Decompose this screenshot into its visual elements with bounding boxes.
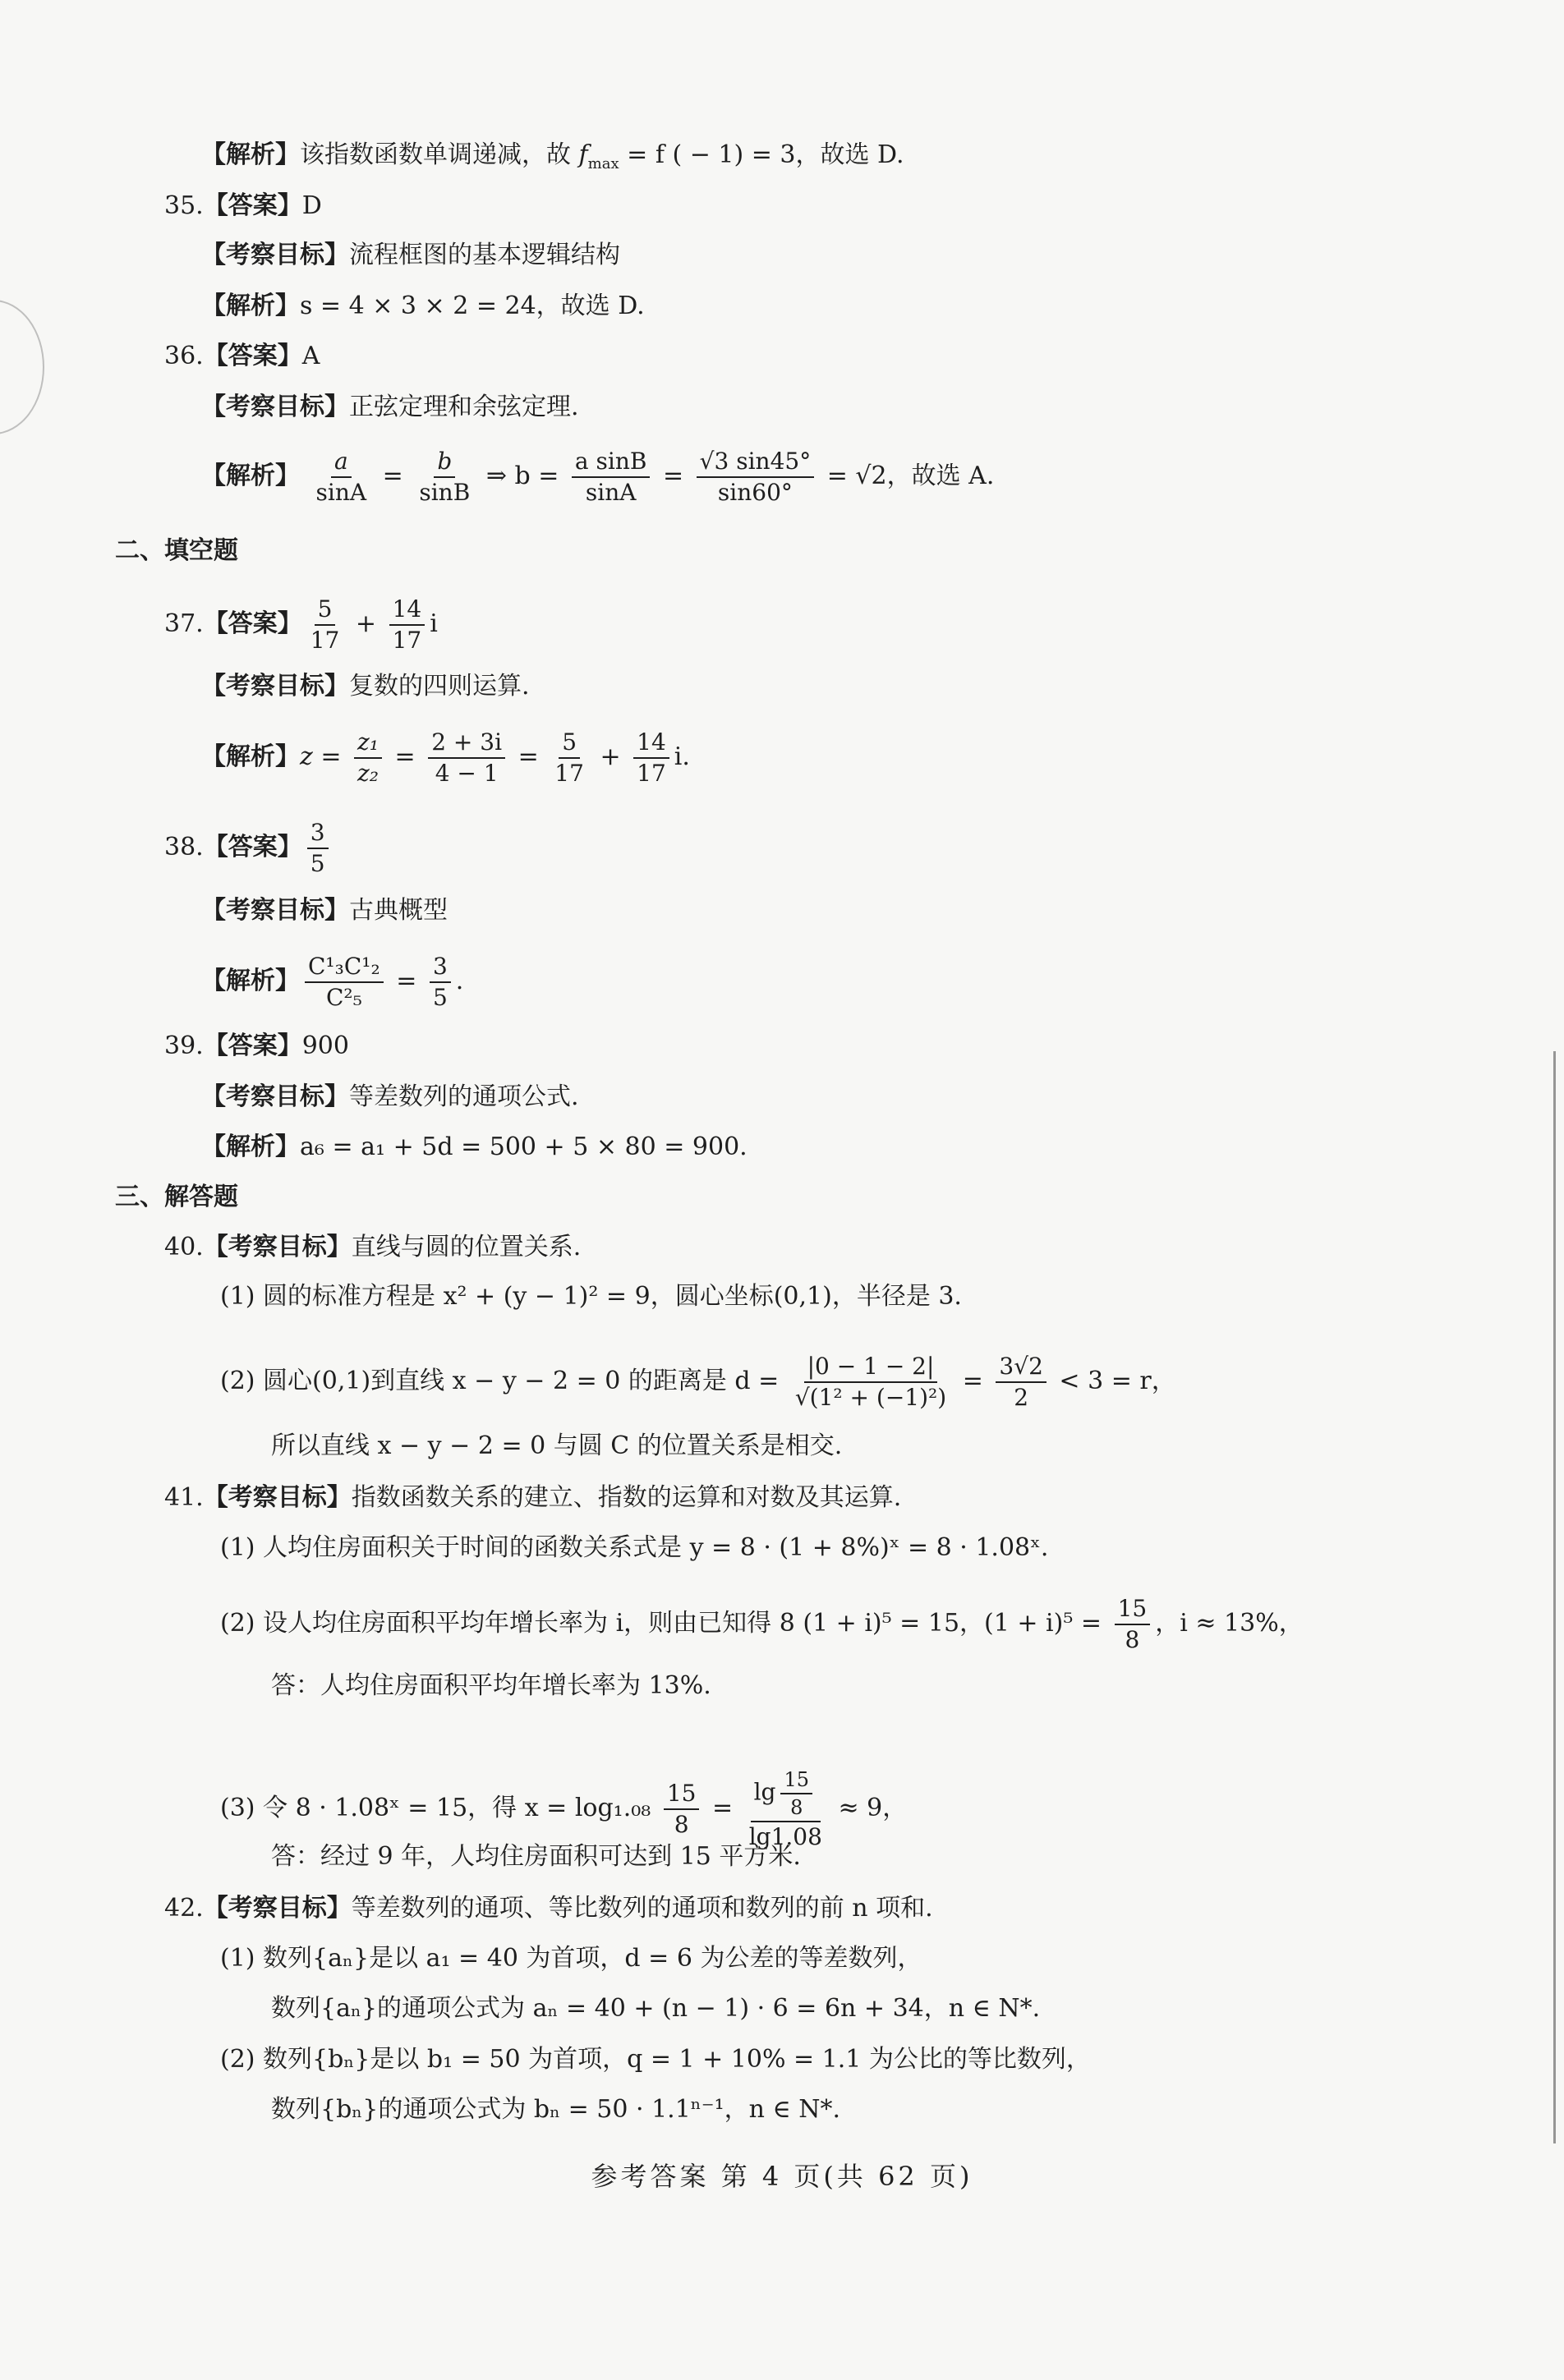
analysis-text: s = 4 × 3 × 2 = 24，故选 D. — [300, 292, 645, 320]
analysis-text: a₆ = a₁ + 5d = 500 + 5 × 80 = 900. — [300, 1133, 748, 1161]
goal-tag: 【考察目标】 — [203, 1233, 352, 1261]
q42-part1-formula: 数列{aₙ}的通项公式为 aₙ = 40 + (n − 1) · 6 = 6n + 34，n ∈ N*. — [271, 1994, 1041, 2023]
goal-text: 流程框图的基本逻辑结构 — [349, 241, 620, 269]
denominator: z₂ — [357, 760, 379, 787]
numerator: 3 — [307, 821, 329, 849]
answer-tag: 【答案】 — [203, 191, 302, 220]
numerator: a — [331, 450, 352, 478]
numerator: 2 + 3i — [428, 731, 505, 759]
numerator: C¹₃C¹₂ — [305, 955, 384, 983]
denominator: 5 — [432, 984, 448, 1011]
answer-tag: 【答案】 — [203, 833, 302, 861]
question-number: 42. — [164, 1894, 204, 1923]
goal-tag: 【考察目标】 — [203, 1894, 352, 1923]
q41-answer2: 答：人均住房面积平均年增长率为 13%. — [271, 1671, 711, 1700]
analysis-tail: = √2，故选 A. — [819, 462, 995, 490]
q35-analysis — [201, 289, 645, 324]
numerator: 14 — [389, 598, 426, 626]
q41-answer3: 答：经过 9 年，人均住房面积可达到 15 平方米. — [271, 1842, 801, 1871]
page-footer: 参考答案 第 4 页(共 62 页) — [591, 2161, 973, 2192]
numerator: 15 — [664, 1782, 700, 1810]
denominator: 8 — [674, 1811, 689, 1838]
goal-text: 指数函数关系的建立、指数的运算和对数及其运算. — [351, 1483, 902, 1512]
fraction — [307, 821, 329, 875]
equals: = — [704, 1794, 741, 1822]
q37-analysis — [201, 728, 690, 787]
denominator: 8 — [1125, 1626, 1140, 1653]
answer-value: 900 — [301, 1031, 349, 1060]
page-edge-line — [1553, 1051, 1556, 2143]
denominator: 4 − 1 — [435, 760, 499, 787]
denominator: sinB — [419, 479, 471, 506]
denominator: C²₅ — [325, 984, 362, 1011]
denominator: 17 — [392, 627, 422, 654]
q38-goal — [201, 894, 448, 928]
equals: = — [388, 967, 425, 995]
goal-text: 等差数列的通项公式. — [349, 1082, 579, 1111]
q38-analysis — [201, 955, 463, 1009]
denominator: 8 — [790, 1796, 803, 1819]
variable: z = — [300, 742, 350, 771]
answer-tag: 【答案】 — [203, 342, 302, 370]
denominator: 17 — [554, 760, 584, 787]
question-number: 39. — [164, 1031, 204, 1060]
analysis-tag: 【解析】 — [201, 462, 300, 490]
part-tail: ，i ≈ 13%， — [1155, 1609, 1304, 1638]
q34-text: 该指数函数单调递减，故 — [300, 140, 579, 169]
q36-goal — [201, 390, 579, 425]
goal-tag: 【考察目标】 — [203, 1483, 352, 1512]
equals: = — [510, 742, 547, 771]
q36-analysis — [201, 450, 994, 504]
equals: = — [655, 462, 692, 490]
part-tail: ≈ 9， — [830, 1794, 908, 1822]
goal-text: 正弦定理和余弦定理. — [349, 393, 579, 421]
q40-conclusion: 所以直线 x − y − 2 = 0 与圆 C 的位置关系是相交. — [271, 1431, 843, 1460]
numerator: 5 — [315, 598, 336, 626]
q34-text-after: = f ( − 1) = 3，故选 D. — [619, 140, 904, 169]
section-title: 二、填空题 — [115, 536, 238, 565]
fraction — [746, 1770, 826, 1849]
q39-analysis — [201, 1130, 748, 1165]
numerator: 3√2 — [996, 1355, 1046, 1383]
part-tail: < 3 = r， — [1051, 1367, 1176, 1395]
answer-value: D — [301, 191, 322, 220]
goal-tag: 【考察目标】 — [201, 1082, 349, 1111]
fraction — [416, 450, 473, 504]
fraction — [633, 728, 669, 787]
denominator: 5 — [310, 850, 325, 877]
denominator: 2 — [1014, 1384, 1029, 1411]
part-text: (3) 令 8 · 1.08ˣ = 15，得 x = log₁.₀₈ — [220, 1794, 659, 1822]
q37-answer — [164, 595, 438, 654]
numerator: 5 — [559, 731, 580, 759]
numerator — [751, 1770, 821, 1822]
plus: + — [591, 742, 629, 771]
fraction — [428, 728, 505, 787]
fraction — [664, 1782, 700, 1836]
numerator: √3 sin45° — [697, 450, 815, 478]
numerator: 15 — [780, 1770, 812, 1794]
analysis-tail: i. — [674, 742, 690, 771]
fraction — [792, 1355, 950, 1409]
question-number: 40. — [164, 1233, 204, 1261]
fraction — [389, 595, 426, 654]
equals: = — [387, 742, 424, 771]
numerator: 14 — [633, 731, 669, 759]
inner-fraction — [780, 1770, 812, 1817]
implies: ⇒ b = — [478, 462, 567, 490]
fraction — [551, 728, 587, 787]
q36-answer — [164, 339, 320, 374]
q41-part3 — [220, 1770, 907, 1849]
fraction — [1115, 1597, 1151, 1652]
q42-part1: (1) 数列{aₙ}是以 a₁ = 40 为首项，d = 6 为公差的等差数列， — [220, 1944, 922, 1973]
fraction — [313, 450, 370, 504]
fraction — [697, 450, 815, 504]
question-number: 35. — [164, 191, 204, 220]
q41-part1: (1) 人均住房面积关于时间的函数关系式是 y = 8 · (1 + 8%)ˣ = 8 · 1.08ˣ. — [220, 1533, 1049, 1562]
question-number: 37. — [164, 609, 204, 638]
goal-tag: 【考察目标】 — [201, 241, 349, 269]
margin-stamp — [0, 300, 44, 434]
q37-goal — [201, 669, 530, 704]
q35-goal — [201, 238, 620, 273]
denominator: sinA — [585, 479, 637, 506]
q38-answer — [164, 821, 334, 875]
q40-goal — [164, 1230, 581, 1265]
equals: = — [375, 462, 412, 490]
fraction — [305, 955, 384, 1009]
question-number: 36. — [164, 342, 204, 370]
q40-part2 — [220, 1355, 1176, 1409]
denominator: 17 — [637, 760, 666, 787]
numerator: z₁ — [354, 731, 382, 759]
q34-analysis — [201, 138, 904, 181]
denominator: lg1.08 — [748, 1823, 822, 1850]
fraction — [354, 728, 382, 787]
numerator: 15 — [1115, 1597, 1151, 1625]
answer-tag: 【答案】 — [203, 609, 302, 638]
fraction — [430, 955, 451, 1009]
question-number: 41. — [164, 1483, 204, 1512]
q39-answer — [164, 1029, 349, 1064]
answer-value: A — [301, 342, 320, 370]
denominator: √(1² + (−1)²) — [794, 1384, 947, 1411]
q35-answer — [164, 189, 322, 223]
analysis-tag: 【解析】 — [201, 292, 300, 320]
imag-unit: i — [430, 609, 438, 638]
fraction — [572, 450, 651, 504]
part-text: (2) 设人均住房面积平均年增长率为 i，则由已知得 8 (1 + i)⁵ = 15，(1 + i)⁵ = — [220, 1609, 1110, 1638]
goal-tag: 【考察目标】 — [201, 896, 349, 925]
denominator: 17 — [310, 627, 340, 654]
lg-label: lg — [753, 1778, 776, 1806]
part-text: (2) 圆心(0,1)到直线 x − y − 2 = 0 的距离是 d = — [220, 1367, 787, 1395]
numerator: |0 − 1 − 2| — [804, 1355, 938, 1383]
analysis-tail: . — [455, 967, 464, 995]
goal-text: 复数的四则运算. — [349, 672, 530, 701]
equals: = — [954, 1367, 991, 1395]
q34-sub: max — [587, 155, 619, 172]
q40-part1: (1) 圆的标准方程是 x² + (y − 1)² = 9，圆心坐标(0,1)，半径是 3. — [220, 1282, 962, 1311]
goal-tag: 【考察目标】 — [201, 393, 349, 421]
goal-tag: 【考察目标】 — [201, 672, 349, 701]
fraction — [996, 1355, 1046, 1409]
q41-goal — [164, 1481, 901, 1515]
q39-goal — [201, 1080, 579, 1114]
analysis-tag: 【解析】 — [201, 967, 300, 995]
q34-f: f — [578, 140, 588, 169]
numerator: 3 — [430, 955, 451, 983]
question-number: 38. — [164, 833, 204, 861]
analysis-tag: 【解析】 — [201, 1133, 300, 1161]
numerator: a sinB — [572, 450, 651, 478]
q42-part2-formula: 数列{bₙ}的通项公式为 bₙ = 50 · 1.1ⁿ⁻¹，n ∈ N*. — [271, 2095, 841, 2124]
q41-part2 — [220, 1597, 1304, 1652]
plus: + — [347, 609, 384, 638]
answer-tag: 【答案】 — [203, 1031, 302, 1060]
denominator: sin60° — [717, 479, 793, 506]
denominator: sinA — [315, 479, 367, 506]
numerator: b — [434, 450, 455, 478]
fraction — [307, 595, 343, 654]
goal-text: 直线与圆的位置关系. — [351, 1233, 582, 1261]
q42-part2: (2) 数列{bₙ}是以 b₁ = 50 为首项，q = 1 + 10% = 1.1 为公比的等比数列， — [220, 2045, 1091, 2074]
analysis-tag: 【解析】 — [201, 140, 300, 169]
analysis-tag: 【解析】 — [201, 742, 300, 771]
section-title: 三、解答题 — [115, 1183, 238, 1211]
goal-text: 古典概型 — [349, 896, 448, 925]
q42-goal — [164, 1891, 933, 1926]
goal-text: 等差数列的通项、等比数列的通项和数列的前 n 项和. — [351, 1894, 933, 1923]
